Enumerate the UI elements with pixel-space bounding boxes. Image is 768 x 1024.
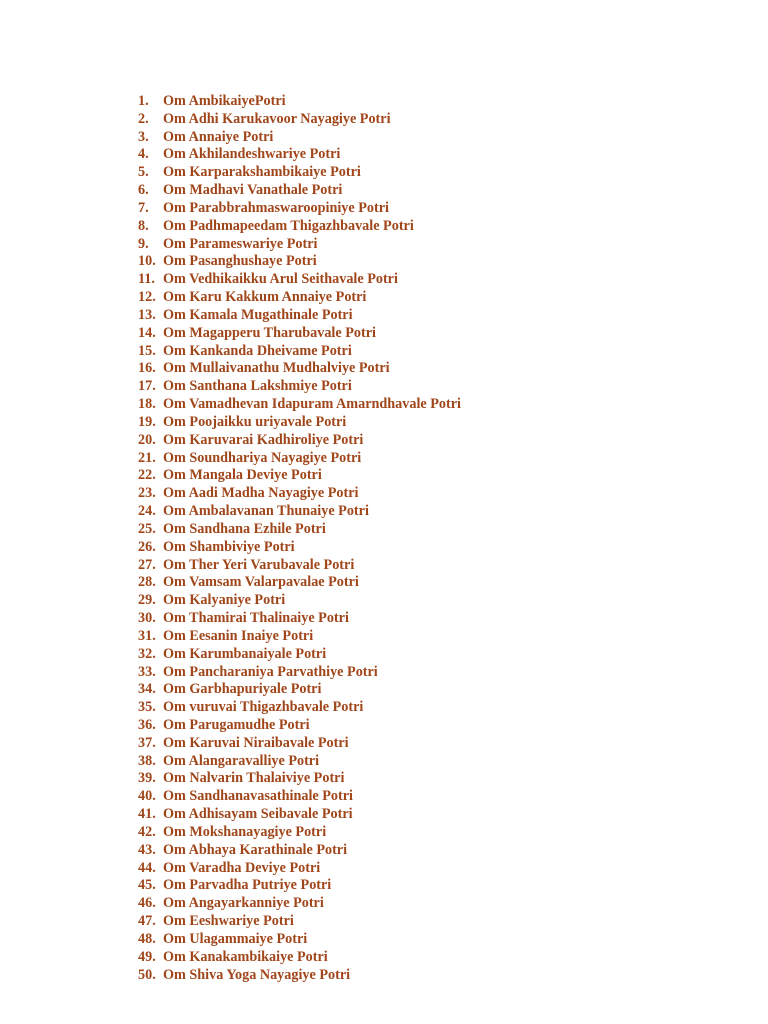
list-item: [138, 450, 461, 468]
list-item-number: 5.: [138, 164, 149, 181]
list-item-number: 15.: [138, 342, 156, 359]
list-item: [138, 289, 461, 307]
list-item-text: Om Karumbanaiyale Potri: [163, 645, 327, 662]
list-item-number: 31.: [138, 627, 156, 644]
list-item: [138, 949, 461, 967]
list-item: [138, 592, 461, 610]
list-item: [138, 806, 461, 824]
list-item-text: Om Kamala Mugathinale Potri: [163, 306, 353, 323]
list-item-text: Om Vamsam Valarpavalae Potri: [163, 574, 359, 591]
list-item-number: 46.: [138, 895, 156, 912]
list-item: [138, 200, 461, 218]
list-item-text: Om Magapperu Tharubavale Potri: [163, 324, 376, 341]
list-item: [138, 717, 461, 735]
list-item-number: 37.: [138, 734, 156, 751]
list-item-text: Om Parugamudhe Potri: [163, 716, 310, 733]
list-item-text: Om Abhaya Karathinale Potri: [163, 841, 348, 858]
list-item-text: Om Kankanda Dheivame Potri: [163, 342, 352, 359]
list-item: [138, 432, 461, 450]
list-item: [138, 574, 461, 592]
list-item-number: 13.: [138, 306, 156, 323]
list-item-text: Om Padhmapeedam Thigazhbavale Potri: [163, 217, 414, 234]
list-item-number: 16.: [138, 360, 156, 377]
list-item: [138, 967, 461, 985]
list-item-text: Om Pancharaniya Parvathiye Potri: [163, 663, 378, 680]
list-item-number: 21.: [138, 449, 156, 466]
list-item-number: 28.: [138, 574, 156, 591]
list-item-text: Om Kalyaniye Potri: [163, 592, 286, 609]
list-item: [138, 503, 461, 521]
list-item: [138, 343, 461, 361]
list-item-text: Om Akhilandeshwariye Potri: [163, 146, 341, 163]
list-item-text: Om Karu Kakkum Annaiye Potri: [163, 289, 367, 306]
list-item-number: 2.: [138, 110, 149, 127]
list-item-number: 19.: [138, 413, 156, 430]
list-item-number: 10.: [138, 253, 156, 270]
list-item-text: Om Karuvarai Kadhiroliye Potri: [163, 431, 364, 448]
list-item: [138, 307, 461, 325]
list-item-text: Om Madhavi Vanathale Potri: [163, 182, 343, 199]
list-item-number: 11.: [138, 271, 155, 288]
list-item-text: Om Aadi Madha Nayagiye Potri: [163, 485, 359, 502]
list-item-text: Om Sandhanavasathinale Potri: [163, 788, 353, 805]
list-item-number: 1.: [138, 93, 149, 109]
list-item-number: 17.: [138, 378, 156, 395]
list-item-number: 25.: [138, 520, 156, 537]
list-item: [138, 735, 461, 753]
list-item-number: 34.: [138, 681, 156, 698]
list-item: [138, 164, 461, 182]
list-item-text: Om Parameswariye Potri: [163, 235, 318, 252]
list-item-number: 36.: [138, 716, 156, 733]
list-item-text: Om Mullaivanathu Mudhalviye Potri: [163, 360, 390, 377]
list-item: [138, 699, 461, 717]
list-item: [138, 253, 461, 271]
list-item-text: Om Ulagammaiye Potri: [163, 930, 308, 947]
list-item: [138, 770, 461, 788]
list-item-text: Om Angayarkanniye Potri: [163, 895, 324, 912]
list-item-text: Om Ambalavanan Thunaiye Potri: [163, 503, 369, 520]
list-item-text: Om AmbikaiyePotri: [163, 93, 286, 109]
list-item-text: Om Parabbrahmaswaroopiniye Potri: [163, 199, 389, 216]
list-item-number: 12.: [138, 289, 156, 306]
list-item: [138, 646, 461, 664]
list-item: [138, 913, 461, 931]
list-item: [138, 111, 461, 129]
list-item-number: 26.: [138, 538, 156, 555]
list-item-number: 30.: [138, 610, 156, 627]
list-item-number: 38.: [138, 752, 156, 769]
list-item-number: 50.: [138, 966, 156, 983]
list-item: [138, 521, 461, 539]
list-item-number: 39.: [138, 770, 156, 787]
list-item: [138, 325, 461, 343]
list-item-text: Om Santhana Lakshmiye Potri: [163, 378, 352, 395]
list-item-text: Om Karparakshambikaiye Potri: [163, 164, 361, 181]
list-item: [138, 396, 461, 414]
list-item-text: Om Garbhapuriyale Potri: [163, 681, 322, 698]
list-item: [138, 93, 461, 111]
list-item-number: 7.: [138, 199, 149, 216]
list-item-number: 24.: [138, 503, 156, 520]
list-item-number: 42.: [138, 823, 156, 840]
list-item: [138, 628, 461, 646]
numbered-list: [138, 93, 461, 984]
list-item-text: Om Eesanin Inaiye Potri: [163, 627, 314, 644]
list-item-text: Om vuruvai Thigazhbavale Potri: [163, 699, 364, 716]
list-item: [138, 931, 461, 949]
list-item-text: Om Vamadhevan Idapuram Amarndhavale Potri: [163, 396, 461, 413]
list-item: [138, 467, 461, 485]
list-item-text: Om Poojaikku uriyavale Potri: [163, 413, 347, 430]
list-item-text: Om Karuvai Niraibavale Potri: [163, 734, 349, 751]
list-item: [138, 485, 461, 503]
list-item: [138, 877, 461, 895]
list-item-number: 40.: [138, 788, 156, 805]
list-item-text: Om Kanakambikaiye Potri: [163, 948, 328, 965]
list-item-number: 22.: [138, 467, 156, 484]
list-item-number: 4.: [138, 146, 149, 163]
list-item: [138, 271, 461, 289]
list-item-number: 14.: [138, 324, 156, 341]
list-item-text: Om Ther Yeri Varubavale Potri: [163, 556, 355, 573]
list-item-text: Om Parvadha Putriye Potri: [163, 877, 332, 894]
list-item-number: 45.: [138, 877, 156, 894]
list-item: [138, 842, 461, 860]
list-item-number: 47.: [138, 913, 156, 930]
list-item: [138, 824, 461, 842]
list-item-number: 44.: [138, 859, 156, 876]
list-item-text: Om Annaiye Potri: [163, 128, 274, 145]
list-item-number: 29.: [138, 592, 156, 609]
list-item-text: Om Sandhana Ezhile Potri: [163, 520, 326, 537]
list-item-text: Om Soundhariya Nayagiye Potri: [163, 449, 362, 466]
list-item-text: Om Adhi Karukavoor Nayagiye Potri: [163, 110, 391, 127]
list-item: [138, 664, 461, 682]
list-item-number: 32.: [138, 645, 156, 662]
list-item: [138, 360, 461, 378]
list-item-text: Om Mokshanayagiye Potri: [163, 823, 327, 840]
list-item-number: 8.: [138, 217, 149, 234]
list-item-text: Om Nalvarin Thalaiviye Potri: [163, 770, 345, 787]
list-item-number: 35.: [138, 699, 156, 716]
list-item-number: 6.: [138, 182, 149, 199]
list-item: [138, 860, 461, 878]
list-item-number: 49.: [138, 948, 156, 965]
list-item-text: Om Mangala Deviye Potri: [163, 467, 322, 484]
list-item-number: 20.: [138, 431, 156, 448]
list-item-number: 48.: [138, 930, 156, 947]
list-item: [138, 182, 461, 200]
list-item-text: Om Pasanghushaye Potri: [163, 253, 317, 270]
list-item: [138, 146, 461, 164]
list-item-number: 27.: [138, 556, 156, 573]
list-item: [138, 557, 461, 575]
list-item-text: Om Alangaravalliye Potri: [163, 752, 320, 769]
list-item-text: Om Shiva Yoga Nayagiye Potri: [163, 966, 351, 983]
list-item: [138, 681, 461, 699]
list-item: [138, 236, 461, 254]
list-item-text: Om Eeshwariye Potri: [163, 913, 294, 930]
list-item-number: 33.: [138, 663, 156, 680]
list-item-text: Om Shambiviye Potri: [163, 538, 295, 555]
list-item-number: 18.: [138, 396, 156, 413]
list-item-number: 23.: [138, 485, 156, 502]
list-item-number: 9.: [138, 235, 149, 252]
list-item-number: 3.: [138, 128, 149, 145]
list-item-text: Om Vedhikaikku Arul Seithavale Potri: [163, 271, 398, 288]
list-item-number: 41.: [138, 806, 156, 823]
list-item-text: Om Varadha Deviye Potri: [163, 859, 321, 876]
list-item-number: 43.: [138, 841, 156, 858]
list-item: [138, 788, 461, 806]
list-item-text: Om Thamirai Thalinaiye Potri: [163, 610, 349, 627]
list-item: [138, 378, 461, 396]
list-item: [138, 129, 461, 147]
list-item: [138, 414, 461, 432]
list-item: [138, 610, 461, 628]
list-item: [138, 218, 461, 236]
list-item-text: Om Adhisayam Seibavale Potri: [163, 806, 353, 823]
list-item: [138, 539, 461, 557]
list-item: [138, 753, 461, 771]
list-item: [138, 895, 461, 913]
